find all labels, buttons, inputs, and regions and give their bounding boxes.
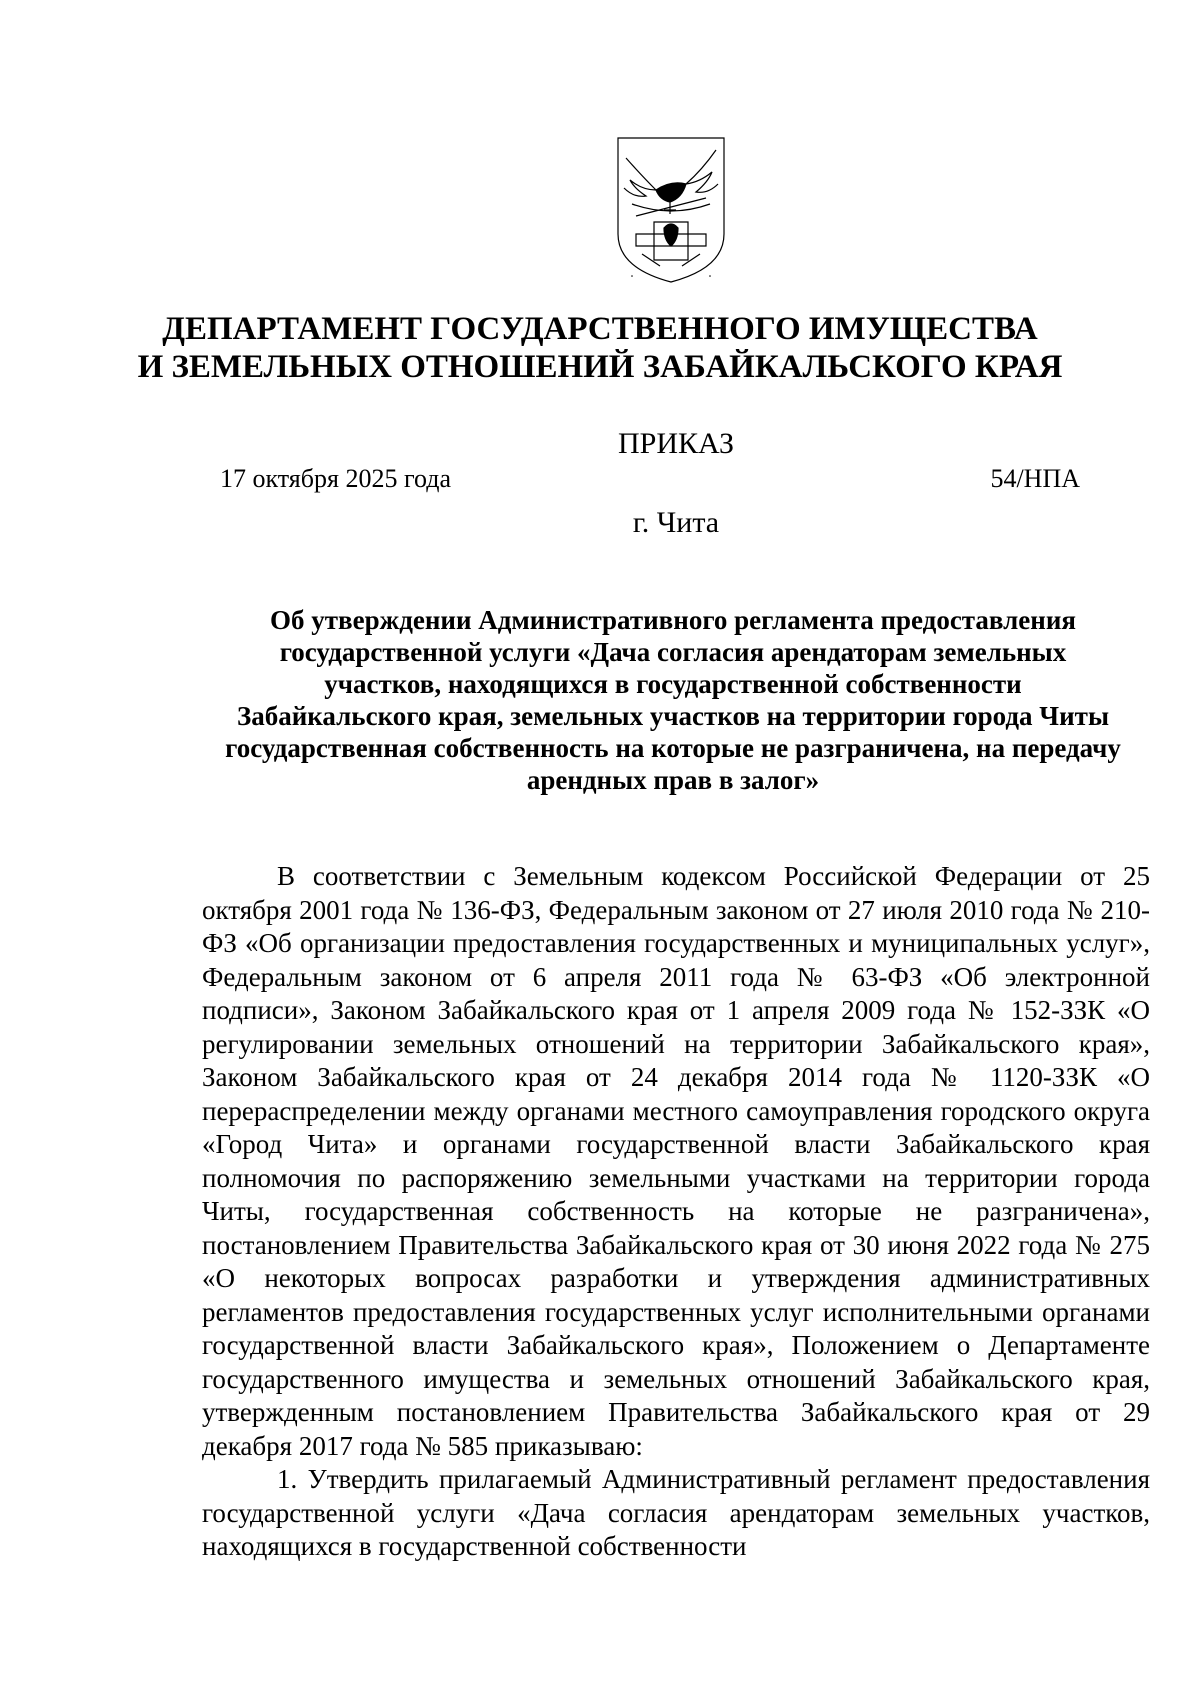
- department-title-line-2: И ЗЕМЕЛЬНЫХ ОТНОШЕНИЙ ЗАБАЙКАЛЬСКОГО КРАЯ: [137, 349, 1063, 385]
- preamble-paragraph: В соответствии с Земельным кодексом Российской Федерации от 25 октября 2001 года № 136-ФЗ, Федеральным законом от 27 июля 2010 года № 210-ФЗ «Об организации предоставления государственных и муниципальных услуг», Федеральным законом от 6 апреля 2011 года № 63-ФЗ «Об электронной подписи», Законом Забайкальского края от 1 апреля 2009 года № 152-ЗЗК «О регулировании земельных отношений на территории Забайкальского края», Законом Забайкальского края от 24 декабря 2014 года № 1120-ЗЗК «О перераспределении между органами местного самоуправления городского округа «Город Чита» и органами государственной власти Забайкальского края полномочия по распоряжению земельными участками на территории города Читы, государственная собственность на которые не разграничена», постановлением Правительства Забайкальского края от 30 июня 2022 года № 275 «О некоторых вопросах разработки и утверждения административных регламентов предоставления государственных услуг исполнительными органами государственной власти Забайкальского края», Положением о Департаменте государственного имущества и земельных отношений Забайкальского края, утвержденным постановлением Правительства Забайкальского края от 29 декабря 2017 года № 585 приказываю:: [202, 861, 1150, 1461]
- subject-line: государственной услуги «Дача согласия арендаторам земельных: [279, 637, 1067, 667]
- subject-line: государственная собственность на которые не разграничена, на передачу: [225, 733, 1121, 763]
- eagle-body: [656, 183, 686, 202]
- eagle-left-wing: [624, 158, 656, 196]
- department-title-line-1: ДЕПАРТАМЕНТ ГОСУДАРСТВЕННОГО ИМУЩЕСТВА: [162, 311, 1038, 347]
- document-city: г. Чита: [632, 506, 720, 539]
- subject-line: участков, находящихся в государственной собственности: [324, 669, 1022, 699]
- document-kind: ПРИКАЗ: [618, 427, 734, 460]
- subject-line: Об утверждении Административного регламента предоставления: [270, 605, 1076, 635]
- document-number: 54/НПА: [990, 464, 1080, 493]
- document-date: 17 октября 2025 года: [220, 464, 451, 493]
- document-subject: [190, 604, 1156, 796]
- department-title: [100, 310, 1100, 386]
- subject-line: арендных прав в залог»: [526, 765, 820, 795]
- document-body: [202, 860, 1150, 1564]
- subject-line: Забайкальского края, земельных участков на территории города Читы: [236, 701, 1110, 731]
- item-1-paragraph: 1. Утвердить прилагаемый Административный регламент предоставления государственной услуги «Дача согласия арендаторам земельных участков, находящихся в государственной собственности: [202, 1464, 1150, 1561]
- eagle-right-wing: [686, 150, 718, 192]
- coat-of-arms-emblem: [612, 136, 730, 284]
